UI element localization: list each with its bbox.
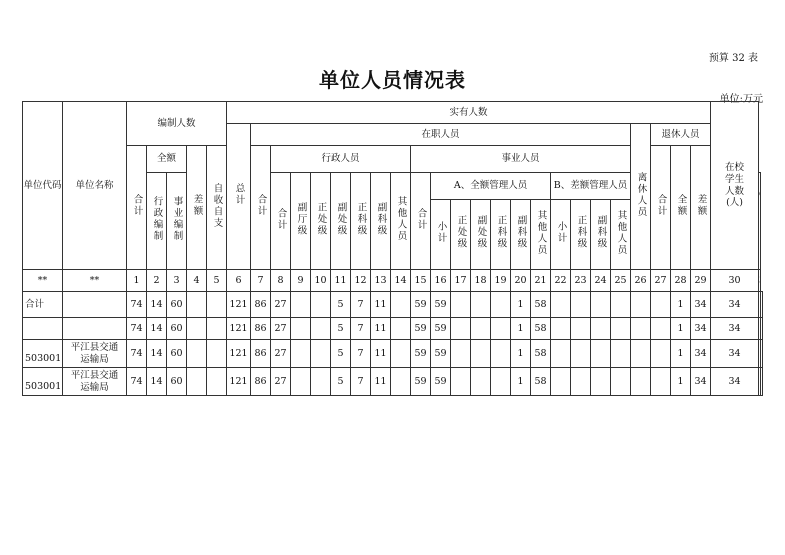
value-cell: [551, 292, 571, 318]
value-cell: [571, 292, 591, 318]
value-cell: 27: [271, 368, 291, 396]
header-zishou-c: [759, 173, 761, 270]
header-tuixiu: 退休人员: [651, 124, 711, 146]
value-cell: [207, 318, 227, 340]
value-cell: 1: [511, 292, 531, 318]
index-cell: 23: [571, 270, 591, 292]
value-cell: 121: [227, 318, 251, 340]
value-cell: [611, 340, 631, 368]
index-cell: 30: [711, 270, 759, 292]
header-bianzhi: 编制人数: [127, 102, 227, 146]
value-cell: 59: [411, 340, 431, 368]
value-cell: 11: [371, 318, 391, 340]
value-cell: 121: [227, 368, 251, 396]
value-cell: [291, 318, 311, 340]
index-cell: 27: [651, 270, 671, 292]
index-row: [23, 270, 763, 292]
value-cell: [761, 292, 763, 318]
unit-code-cell: 503001: [23, 340, 63, 368]
unit-name-cell: 平江县交通运输局: [63, 340, 127, 368]
value-cell: 60: [167, 368, 187, 396]
value-cell: 34: [711, 318, 759, 340]
unit-code-cell: 合计: [23, 292, 63, 318]
value-cell: [187, 340, 207, 368]
header-futing: 副厅级: [291, 173, 311, 270]
value-cell: 27: [271, 292, 291, 318]
value-cell: [451, 368, 471, 396]
header-qa-fuchu: 副处级: [471, 200, 491, 270]
value-cell: 60: [167, 292, 187, 318]
header-qa-xiaoji: 小计: [431, 200, 451, 270]
value-cell: 1: [511, 368, 531, 396]
value-cell: 34: [691, 318, 711, 340]
value-cell: 7: [351, 368, 371, 396]
value-cell: 14: [147, 292, 167, 318]
value-cell: 1: [511, 340, 531, 368]
index-cell: 20: [511, 270, 531, 292]
header-unit-code: 单位代码: [23, 102, 63, 270]
value-cell: [571, 340, 591, 368]
index-cell: 19: [491, 270, 511, 292]
table-row: [23, 368, 763, 396]
value-cell: 34: [691, 292, 711, 318]
value-cell: [551, 368, 571, 396]
value-cell: [207, 340, 227, 368]
index-cell: 6: [227, 270, 251, 292]
value-cell: [611, 368, 631, 396]
value-cell: 121: [227, 340, 251, 368]
header-xingzheng-renyuan: 行政人员: [271, 146, 411, 173]
value-cell: 74: [127, 368, 147, 396]
value-cell: [611, 292, 631, 318]
header-lixiu: 离休人员: [631, 124, 651, 270]
value-cell: [651, 368, 671, 396]
unit-name-cell: 平江县交通运输局: [63, 368, 127, 396]
value-cell: 34: [691, 368, 711, 396]
value-cell: [491, 318, 511, 340]
value-cell: 59: [411, 368, 431, 396]
header-xz-heji: 合计: [271, 173, 291, 270]
header-shiye-bianzhi: 事业编制: [167, 173, 187, 270]
header-zishou: 自收自支: [207, 146, 227, 270]
index-cell: 3: [167, 270, 187, 292]
table-row: [23, 318, 763, 340]
index-cell: 22: [551, 270, 571, 292]
value-cell: [391, 292, 411, 318]
value-cell: [651, 318, 671, 340]
value-cell: 74: [127, 318, 147, 340]
table-row: [23, 292, 763, 318]
value-cell: 1: [511, 318, 531, 340]
value-cell: 59: [431, 318, 451, 340]
header-xingzheng-bianzhi: 行政编制: [147, 173, 167, 270]
value-cell: [291, 368, 311, 396]
index-cell: 21: [531, 270, 551, 292]
value-cell: [591, 318, 611, 340]
header-ce-fuke: 副科级: [591, 200, 611, 270]
value-cell: 27: [271, 340, 291, 368]
value-cell: 59: [411, 292, 431, 318]
header-quane-guanli: A、全额管理人员: [431, 173, 551, 200]
value-cell: [571, 368, 591, 396]
table-row: [23, 340, 763, 368]
value-cell: [631, 292, 651, 318]
index-cell: 18: [471, 270, 491, 292]
header-tx-chae: 差额: [691, 146, 711, 270]
value-cell: 59: [431, 368, 451, 396]
header-ce-qita: 其他人员: [611, 200, 631, 270]
index-cell: 4: [187, 270, 207, 292]
value-cell: 34: [711, 340, 759, 368]
header-qa-zhengke: 正科级: [491, 200, 511, 270]
unit-code-cell: [23, 318, 63, 340]
index-cell: 12: [351, 270, 371, 292]
value-cell: 86: [251, 318, 271, 340]
value-cell: [491, 340, 511, 368]
value-cell: [207, 368, 227, 396]
value-cell: [471, 340, 491, 368]
header-chae: 差额: [187, 146, 207, 270]
value-cell: [187, 318, 207, 340]
header-tx-quane: 全额: [671, 146, 691, 270]
header-sy-heji: 合计: [411, 173, 431, 270]
index-cell: 24: [591, 270, 611, 292]
value-cell: [761, 318, 763, 340]
value-cell: [291, 340, 311, 368]
header-tx-heji: 合计: [651, 146, 671, 270]
value-cell: [491, 292, 511, 318]
value-cell: [631, 318, 651, 340]
value-cell: 58: [531, 292, 551, 318]
value-cell: 5: [331, 292, 351, 318]
value-cell: 14: [147, 318, 167, 340]
value-cell: 59: [431, 292, 451, 318]
value-cell: 11: [371, 340, 391, 368]
value-cell: 11: [371, 368, 391, 396]
index-cell: 17: [451, 270, 471, 292]
index-cell: 16: [431, 270, 451, 292]
value-cell: 58: [531, 318, 551, 340]
value-cell: 60: [167, 340, 187, 368]
index-cell: 10: [311, 270, 331, 292]
value-cell: [551, 318, 571, 340]
value-cell: 7: [351, 318, 371, 340]
value-cell: 27: [271, 318, 291, 340]
header-zaixiao: 在校学生人数(人): [711, 102, 759, 270]
value-cell: [471, 318, 491, 340]
value-cell: 86: [251, 368, 271, 396]
header-quane: 全额: [147, 146, 187, 173]
header-ce-zhengke: 正科级: [571, 200, 591, 270]
value-cell: [207, 292, 227, 318]
value-cell: 58: [531, 368, 551, 396]
value-cell: 1: [671, 318, 691, 340]
value-cell: [591, 368, 611, 396]
value-cell: 34: [691, 340, 711, 368]
header-zhengke: 正科级: [351, 173, 371, 270]
index-cell: 8: [271, 270, 291, 292]
unit-name-cell: [63, 292, 127, 318]
header-fuke: 副科级: [371, 173, 391, 270]
unit-label: 单位:万元: [719, 94, 763, 105]
header-zaizhi: 在职人员: [251, 124, 631, 146]
header-xz-qita: 其他人员: [391, 173, 411, 270]
value-cell: [311, 340, 331, 368]
value-cell: [761, 340, 763, 368]
header-qa-fuke: 副科级: [511, 200, 531, 270]
value-cell: 58: [531, 340, 551, 368]
value-cell: [491, 368, 511, 396]
personnel-table: [22, 101, 763, 396]
index-cell: [759, 270, 761, 292]
value-cell: [187, 368, 207, 396]
unit-code-cell: 503001: [23, 368, 63, 396]
value-cell: [571, 318, 591, 340]
index-cell: 28: [671, 270, 691, 292]
value-cell: 14: [147, 368, 167, 396]
header-zongji: 总计: [227, 124, 251, 270]
value-cell: 34: [711, 292, 759, 318]
value-cell: [311, 318, 331, 340]
value-cell: [551, 340, 571, 368]
index-cell: 9: [291, 270, 311, 292]
value-cell: [311, 368, 331, 396]
header-fuchu: 副处级: [331, 173, 351, 270]
value-cell: [651, 292, 671, 318]
value-cell: 86: [251, 292, 271, 318]
index-cell: 25: [611, 270, 631, 292]
index-cell: 14: [391, 270, 411, 292]
value-cell: 59: [431, 340, 451, 368]
unit-name-cell: [63, 318, 127, 340]
index-cell: 26: [631, 270, 651, 292]
value-cell: 7: [351, 292, 371, 318]
index-cell: 11: [331, 270, 351, 292]
value-cell: 5: [331, 340, 351, 368]
header-zz-heji: 合计: [251, 146, 271, 270]
value-cell: 11: [371, 292, 391, 318]
index-cell: **: [63, 270, 127, 292]
value-cell: 5: [331, 368, 351, 396]
value-cell: [451, 318, 471, 340]
value-cell: [391, 340, 411, 368]
header-shiyou: 实有人数: [227, 102, 711, 124]
value-cell: 5: [331, 318, 351, 340]
index-cell: 1: [127, 270, 147, 292]
header-unit-name: 单位名称: [63, 102, 127, 270]
header-zhengchu: 正处级: [311, 173, 331, 270]
value-cell: [631, 368, 651, 396]
value-cell: 121: [227, 292, 251, 318]
index-cell: **: [23, 270, 63, 292]
value-cell: [471, 368, 491, 396]
value-cell: [591, 340, 611, 368]
value-cell: [591, 292, 611, 318]
value-cell: 1: [671, 340, 691, 368]
value-cell: [631, 340, 651, 368]
value-cell: 7: [351, 340, 371, 368]
value-cell: [311, 292, 331, 318]
header-bz-heji: 合计: [127, 146, 147, 270]
index-cell: 15: [411, 270, 431, 292]
index-cell: 2: [147, 270, 167, 292]
value-cell: 74: [127, 292, 147, 318]
header-shiye-renyuan: 事业人员: [411, 146, 631, 173]
header-qa-qita: 其他人员: [531, 200, 551, 270]
index-cell: 29: [691, 270, 711, 292]
value-cell: 59: [411, 318, 431, 340]
value-cell: [451, 340, 471, 368]
header-chae-guanli: B、差额管理人员: [551, 173, 631, 200]
value-cell: [651, 340, 671, 368]
index-cell: 7: [251, 270, 271, 292]
index-cell: 13: [371, 270, 391, 292]
header-ce-xiaoji: 小计: [551, 200, 571, 270]
value-cell: 1: [671, 292, 691, 318]
header-qa-zhengchu: 正处级: [451, 200, 471, 270]
value-cell: [391, 318, 411, 340]
page-title: 单位人员情况表: [319, 68, 466, 92]
value-cell: [761, 368, 763, 396]
value-cell: 74: [127, 340, 147, 368]
value-cell: 1: [671, 368, 691, 396]
value-cell: 34: [711, 368, 759, 396]
value-cell: [611, 318, 631, 340]
value-cell: [391, 368, 411, 396]
value-cell: 60: [167, 318, 187, 340]
value-cell: [291, 292, 311, 318]
value-cell: [471, 292, 491, 318]
budget-table-number: 预算 32 表: [708, 53, 758, 64]
value-cell: [187, 292, 207, 318]
value-cell: 14: [147, 340, 167, 368]
index-cell: 5: [207, 270, 227, 292]
value-cell: [451, 292, 471, 318]
value-cell: 86: [251, 340, 271, 368]
